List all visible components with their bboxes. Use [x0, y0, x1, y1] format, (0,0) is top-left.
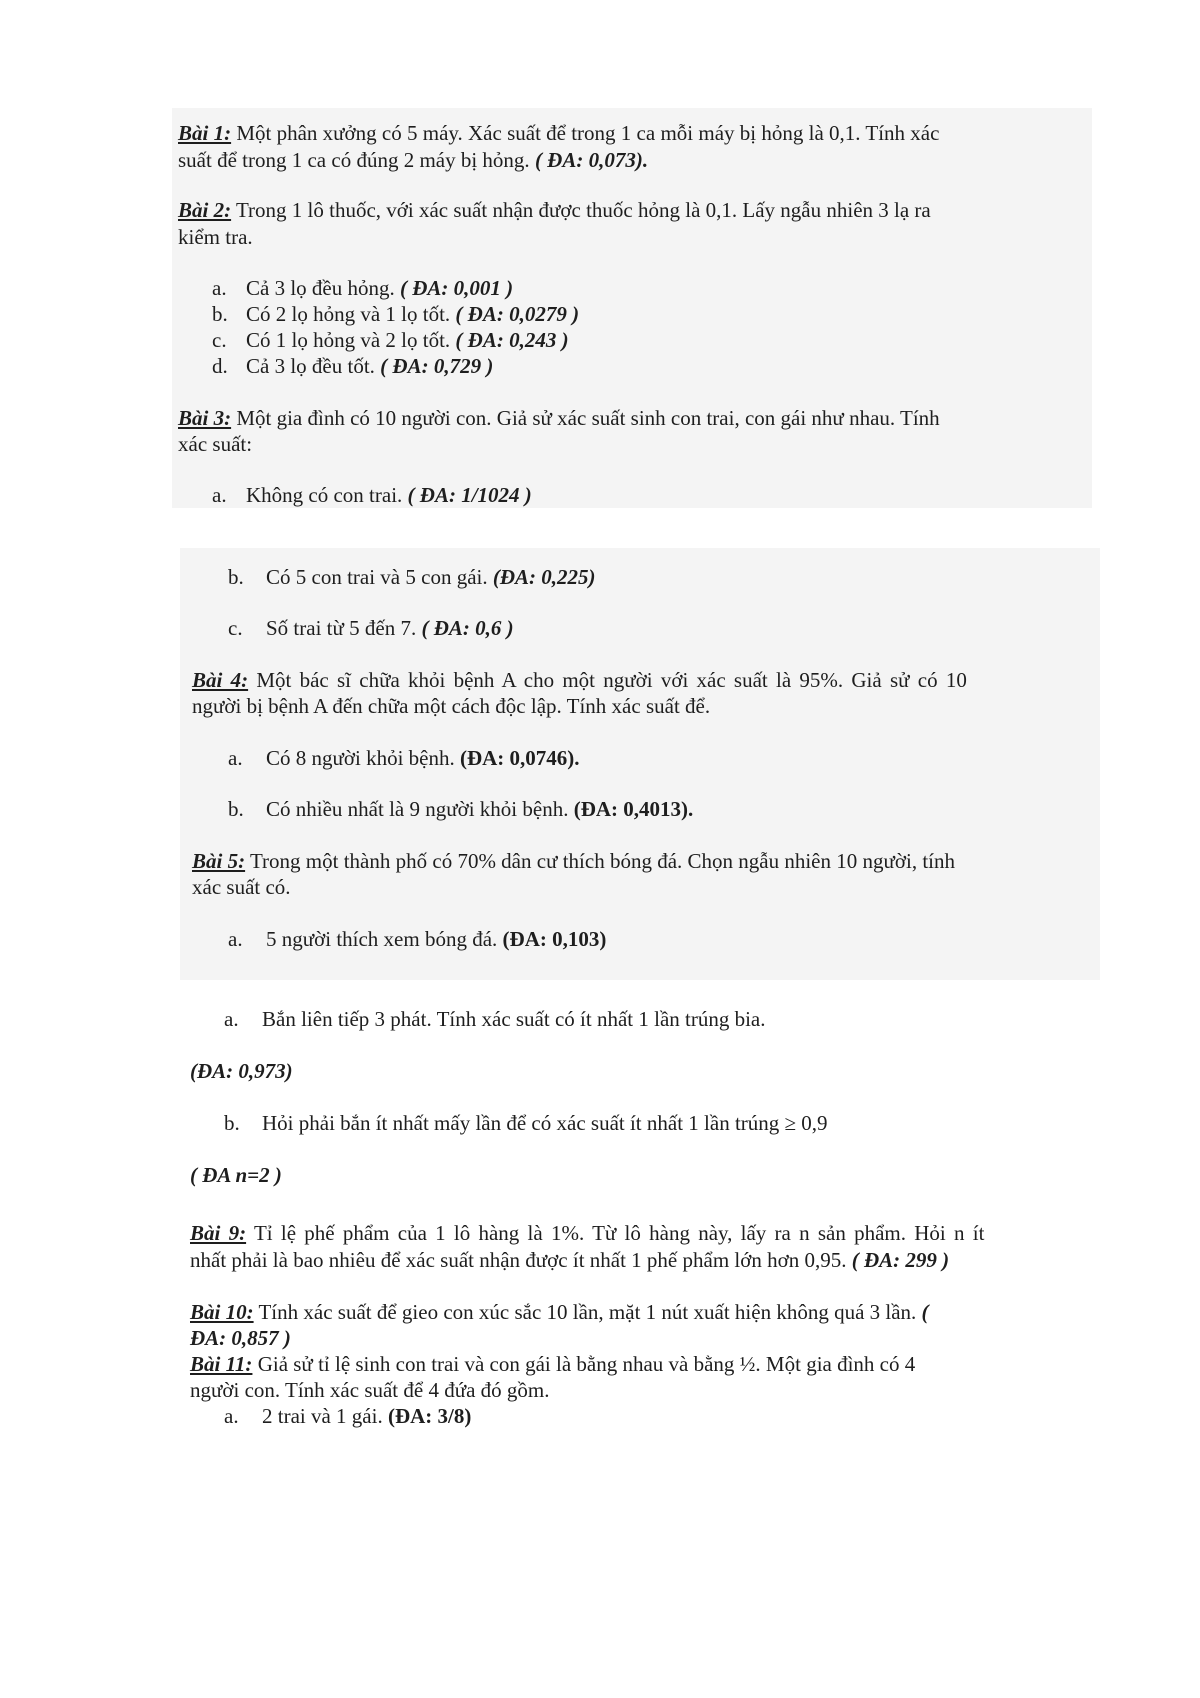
list-item	[212, 353, 493, 379]
exercise-1-line-2	[178, 147, 648, 173]
exercise-10-answer: ĐA: 0,857 )	[190, 1326, 291, 1350]
list-item-text: Bắn liên tiếp 3 phát. Tính xác suất có ít nhất 1 lần trúng bia.	[262, 1007, 766, 1031]
list-item	[228, 615, 514, 641]
exercise-4-text: Một bác sĩ chữa khỏi bệnh A cho một người với xác suất là 95%. Giả sử có 10	[248, 668, 967, 692]
list-item-answer: ( ĐA: 1/1024 )	[407, 483, 532, 507]
list-marker: b.	[228, 565, 244, 589]
list-item-text: Có 5 con trai và 5 con gái.	[266, 565, 493, 589]
list-item	[224, 1110, 828, 1136]
list-item-answer: (ĐA: 3/8)	[387, 1404, 472, 1428]
exercise-5-label: Bài 5:	[192, 849, 246, 873]
exercise-9-line-2	[190, 1247, 949, 1273]
exercise-11-text: Giả sử tỉ lệ sinh con trai và con gái là bằng nhau và bằng ½. Một gia đình có 4	[252, 1352, 916, 1376]
list-marker: b.	[212, 302, 228, 326]
exercise-9-label: Bài 9:	[190, 1221, 247, 1245]
exercise-1-line-1	[178, 120, 939, 146]
list-item-text: Cả 3 lọ đều tốt.	[246, 354, 381, 378]
list-item	[212, 301, 579, 327]
exercise-2-line-1	[178, 197, 931, 223]
list-item-text: 2 trai và 1 gái.	[262, 1404, 388, 1428]
list-item	[228, 796, 693, 822]
exercise-4-line-1	[192, 667, 967, 693]
list-item	[212, 327, 569, 353]
list-item-text: 5 người thích xem bóng đá.	[266, 927, 503, 951]
list-item-answer: ( ĐA: 0,001 )	[399, 276, 514, 300]
exercise-2-text: Trong 1 lô thuốc, với xác suất nhận được thuốc hỏng là 0,1. Lấy ngẫu nhiên 3 lạ ra	[231, 198, 931, 222]
exercise-1-answer: ( ĐA: 0,073).	[534, 148, 649, 172]
list-item-answer: ( ĐA: 0,729 )	[380, 354, 494, 378]
list-item-answer: (ĐA: 0,103)	[502, 927, 607, 951]
item-answer: ( ĐA n=2 )	[190, 1163, 282, 1187]
exercise-11-line-1	[190, 1351, 915, 1377]
exercise-3-line-1	[178, 405, 940, 431]
list-item-answer: (ĐA: 0,4013).	[573, 797, 694, 821]
exercise-10-line-1	[190, 1299, 929, 1325]
list-item-text: Cả 3 lọ đều hỏng.	[246, 276, 400, 300]
answer-line	[190, 1058, 293, 1084]
list-item	[224, 1403, 471, 1429]
exercise-10-label: Bài 10:	[190, 1300, 254, 1324]
exercise-3-text-2: xác suất:	[178, 432, 253, 456]
exercise-4-text-2: người bị bệnh A đến chữa một cách độc lập. Tính xác suất để.	[192, 694, 711, 718]
list-item-answer: (ĐA: 0,225)	[492, 565, 596, 589]
list-marker: a.	[224, 1404, 239, 1428]
list-item-text: Có nhiều nhất là 9 người khỏi bệnh.	[266, 797, 574, 821]
list-item	[228, 564, 596, 590]
exercise-10-line-2	[190, 1325, 291, 1351]
exercise-9-text: Tỉ lệ phế phẩm của 1 lô hàng là 1%. Từ lô hàng này, lấy ra n sản phẩm. Hỏi n ít	[246, 1221, 985, 1245]
list-item-text: Không có con trai.	[246, 483, 408, 507]
exercise-2-label: Bài 2:	[178, 198, 232, 222]
list-marker: a.	[212, 483, 227, 507]
exercise-4-line-2	[192, 693, 710, 719]
list-item-text: Có 1 lọ hỏng và 2 lọ tốt.	[246, 328, 456, 352]
exercise-1-text-2: suất để trong 1 ca có đúng 2 máy bị hỏng.	[178, 148, 535, 172]
exercise-9-line-1	[190, 1220, 984, 1246]
list-marker: a.	[228, 746, 243, 770]
list-item-text: Số trai từ 5 đến 7.	[266, 616, 422, 640]
answer-line	[190, 1162, 282, 1188]
exercise-11-line-2	[190, 1377, 550, 1403]
exercise-5-text: Trong một thành phố có 70% dân cư thích bóng đá. Chọn ngẫu nhiên 10 người, tính	[245, 849, 955, 873]
exercise-4-label: Bài 4:	[192, 668, 249, 692]
list-item	[212, 482, 532, 508]
list-item-answer: ( ĐA: 0,6 )	[421, 616, 514, 640]
exercise-10-text: Tính xác suất để gieo con xúc sắc 10 lần, mặt 1 nút xuất hiện không quá 3 lần.	[253, 1300, 922, 1324]
list-marker: c.	[212, 328, 227, 352]
exercise-11-text-2: người con. Tính xác suất để 4 đứa đó gồm.	[190, 1378, 550, 1402]
list-item-answer: ( ĐA: 0,0279 )	[455, 302, 580, 326]
exercise-1-label: Bài 1:	[178, 121, 232, 145]
list-item	[228, 745, 580, 771]
list-item-answer: ( ĐA: 0,243 )	[455, 328, 569, 352]
exercise-3-line-2	[178, 431, 252, 457]
exercise-1-text: Một phân xưởng có 5 máy. Xác suất để trong 1 ca mỗi máy bị hỏng là 0,1. Tính xác	[231, 121, 940, 145]
list-marker: a.	[224, 1007, 239, 1031]
list-item	[228, 926, 606, 952]
list-item-text: Hỏi phải bắn ít nhất mấy lần để có xác suất ít nhất 1 lần trúng ≥ 0,9	[262, 1111, 828, 1135]
list-marker: b.	[224, 1111, 240, 1135]
exercise-9-text-2: nhất phải là bao nhiêu để xác suất nhận được ít nhất 1 phế phẩm lớn hơn 0,95.	[190, 1248, 852, 1272]
exercise-5-text-2: xác suất có.	[192, 875, 291, 899]
exercise-3-label: Bài 3:	[178, 406, 232, 430]
list-item-answer: (ĐA: 0,0746).	[459, 746, 580, 770]
list-marker: c.	[228, 616, 243, 640]
list-item-text: Có 8 người khỏi bệnh.	[266, 746, 460, 770]
list-marker: a.	[212, 276, 227, 300]
item-answer: (ĐA: 0,973)	[190, 1059, 293, 1083]
list-item	[224, 1006, 766, 1032]
exercise-5-line-2	[192, 874, 291, 900]
exercise-11-label: Bài 11:	[190, 1352, 253, 1376]
list-item-text: Có 2 lọ hỏng và 1 lọ tốt.	[246, 302, 456, 326]
exercise-5-line-1	[192, 848, 955, 874]
exercise-2-line-2	[178, 224, 253, 250]
list-marker: a.	[228, 927, 243, 951]
list-marker: d.	[212, 354, 228, 378]
exercise-10-answer-open: (	[921, 1300, 929, 1324]
list-marker: b.	[228, 797, 244, 821]
exercise-9-answer: ( ĐA: 299 )	[851, 1248, 950, 1272]
list-item	[212, 275, 513, 301]
exercise-2-text-2: kiểm tra.	[178, 225, 253, 249]
exercise-3-text: Một gia đình có 10 người con. Giả sử xác suất sinh con trai, con gái như nhau. Tính	[231, 406, 940, 430]
